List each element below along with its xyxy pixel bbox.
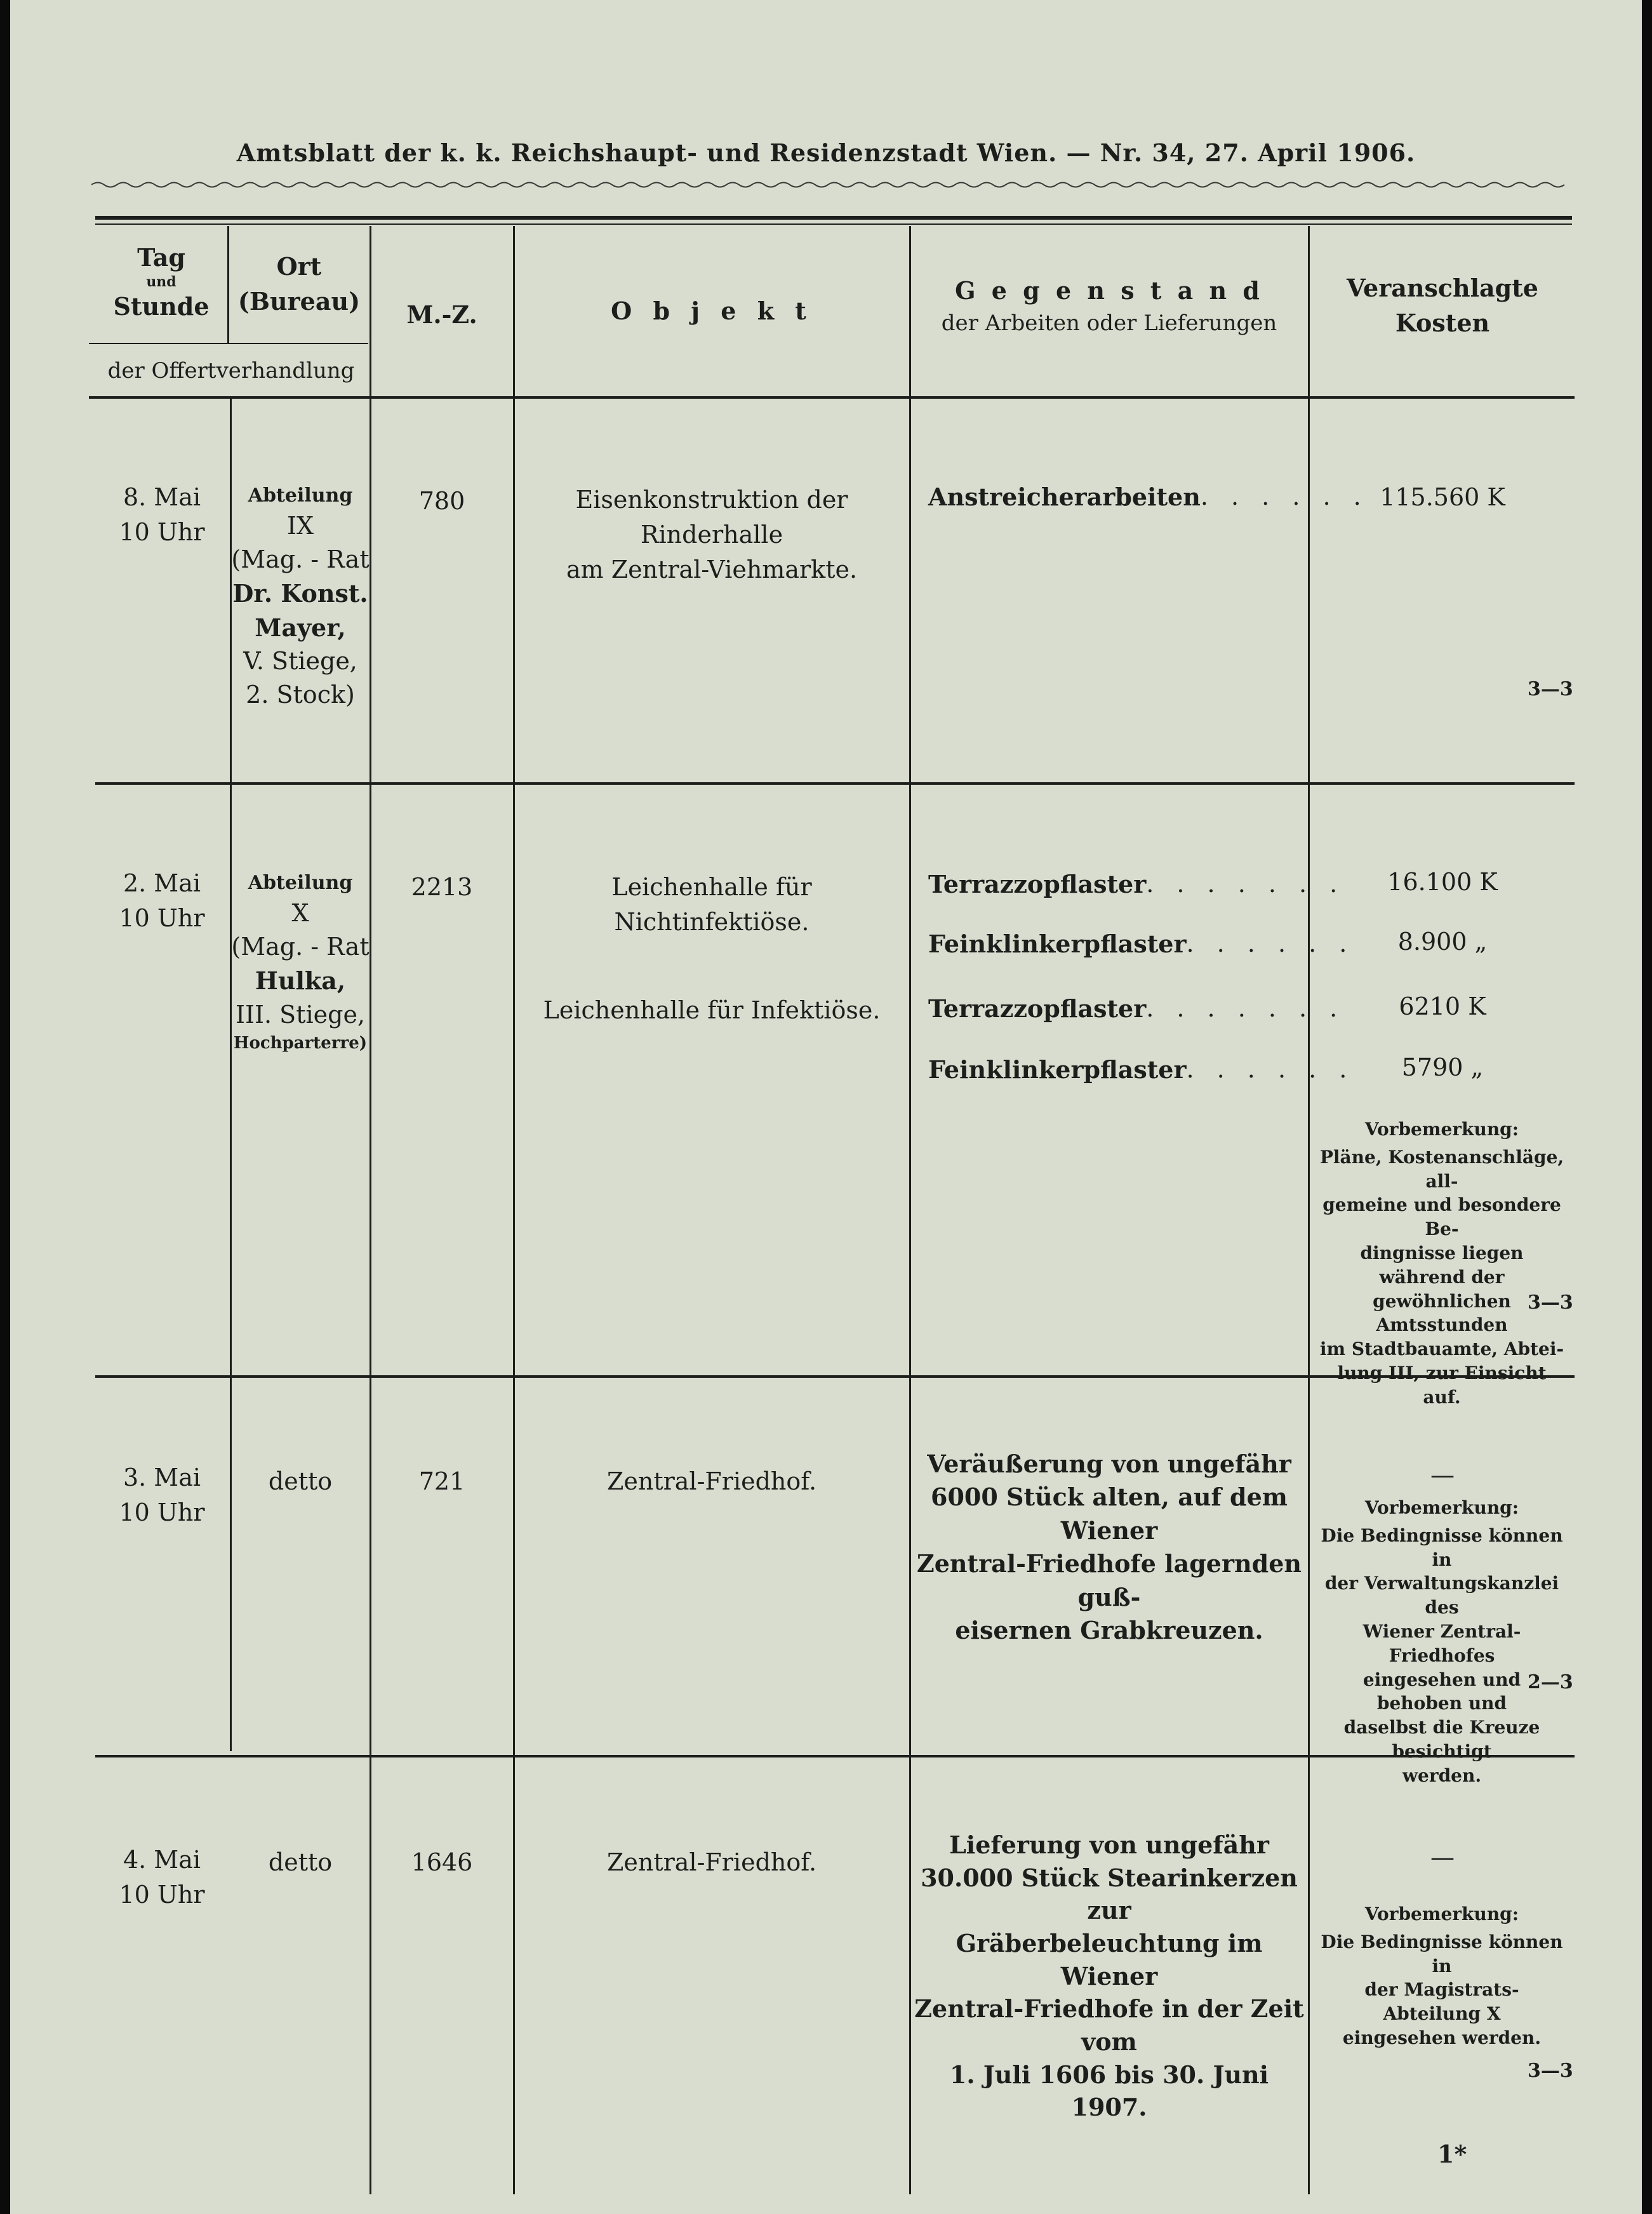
row3-ort: detto xyxy=(268,1467,333,1495)
row3-note-line5: daselbst die Kreuze besichtigt xyxy=(1343,1717,1540,1762)
row3-gegenstand-line3: Zentral-Friedhofe lagernden guß- xyxy=(916,1549,1302,1611)
row2-ort-line4: Hulka, xyxy=(255,966,346,996)
row2-item-1-dots: . . . . . . . xyxy=(1146,870,1345,898)
col-header-tag-line2: und xyxy=(146,274,177,291)
row4-gegenstand-line2: 30.000 Stück Stearinkerzen zur xyxy=(921,1863,1298,1925)
row2-date-day: 2. Mai xyxy=(123,869,201,897)
row4-date xyxy=(95,1843,229,1912)
row1-ort-line6: V. Stiege, xyxy=(243,646,357,675)
row2-objekt-1: Leichenhalle für Nichtinfektiöse. xyxy=(611,873,812,937)
row-divider-1 xyxy=(95,782,1575,785)
row2-ort-line2: X xyxy=(291,899,309,927)
row4-note-title: Vorbemerkung: xyxy=(1364,1904,1519,1924)
row2-item-4 xyxy=(928,1055,1355,1084)
row1-date xyxy=(95,480,229,550)
row3-gegenstand-line2: 6000 Stück alten, auf dem Wiener xyxy=(931,1483,1288,1545)
col-line-5 xyxy=(1308,226,1310,2194)
row4-gegenstand-line3: Gräberbeleuchtung im Wiener xyxy=(956,1929,1263,1991)
row2-note-line6: lung III, zur Einsicht auf. xyxy=(1337,1362,1547,1408)
row4-gegenstand-line5: 1. Juli 1606 bis 30. Juni 1907. xyxy=(949,2060,1269,2122)
col-header-gegenstand xyxy=(910,273,1308,339)
row4-date-time: 10 Uhr xyxy=(119,1881,205,1909)
row3-note-line1: Die Bedingnisse können in xyxy=(1321,1524,1563,1570)
header-inner-rule xyxy=(89,343,368,344)
col-header-sub-label: der Offertverhandlung xyxy=(107,358,355,383)
row3-note-line4: eingesehen und behoben und xyxy=(1362,1669,1521,1714)
row4-objekt: Zentral-Friedhof. xyxy=(606,1848,817,1876)
header-wavy-rule xyxy=(91,180,1571,189)
row2-item-3-dots: . . . . . . . xyxy=(1146,994,1345,1022)
row2-item-4-label: Feinklinkerpflaster xyxy=(928,1055,1187,1084)
header-bottom-rule xyxy=(89,396,1575,399)
row2-item-1-cost: 16.100 K xyxy=(1387,868,1498,896)
row3-gegenstand xyxy=(912,1448,1307,1648)
row1-item-1 xyxy=(928,483,1369,511)
row1-ort-line4: Dr. Konst. xyxy=(232,579,368,608)
col-header-gegenstand-line1: G e g e n s t a n d xyxy=(955,276,1263,305)
row2-item-2-dots: . . . . . . xyxy=(1186,930,1355,957)
row3-mz: 721 xyxy=(418,1467,465,1495)
row2-item-4-cost: 5790 „ xyxy=(1401,1053,1484,1081)
row2-item-1-label: Terrazzopflaster xyxy=(928,870,1147,898)
col-header-ort xyxy=(229,249,370,319)
row3-fraction: 2—3 xyxy=(1528,1671,1573,1693)
col-line-4 xyxy=(909,226,911,2194)
col-header-kosten-line2: Kosten xyxy=(1395,309,1490,338)
row2-item-3 xyxy=(928,994,1345,1023)
document-page xyxy=(10,0,1642,2214)
row1-objekt-line1: Eisenkonstruktion der Rinderhalle xyxy=(575,486,848,549)
col-header-tag-line1: Tag xyxy=(137,243,185,272)
row1-objekt xyxy=(514,483,909,587)
row1-mz: 780 xyxy=(418,487,465,515)
row4-note-line2: der Magistrats-Abteilung X xyxy=(1364,1979,1519,2025)
row3-note-line6: werden. xyxy=(1402,1764,1482,1786)
row2-ort-line1: Abteilung xyxy=(248,872,353,894)
col-header-kosten-line1: Veranschlagte xyxy=(1347,274,1538,302)
row3-date-time: 10 Uhr xyxy=(119,1498,205,1527)
row1-date-day: 8. Mai xyxy=(123,483,201,511)
col-header-tag-line3: Stunde xyxy=(113,292,210,321)
row1-ort-line2: IX xyxy=(286,512,314,540)
col-header-ort-line1: Ort xyxy=(276,252,322,281)
row2-item-1 xyxy=(928,870,1345,898)
row3-objekt: Zentral-Friedhof. xyxy=(606,1467,817,1495)
page-signature-mark: 1* xyxy=(1437,2140,1467,2168)
row1-item-1-cost: 115.560 K xyxy=(1380,483,1505,511)
col-header-kosten xyxy=(1309,270,1576,340)
row3-gegenstand-line4: eisernen Grabkreuzen. xyxy=(955,1616,1263,1645)
table-top-rule-thin xyxy=(95,223,1572,225)
row2-item-3-label: Terrazzopflaster xyxy=(928,994,1147,1023)
row2-mz: 2213 xyxy=(411,873,473,901)
col-header-gegenstand-line2: der Arbeiten oder Lieferungen xyxy=(941,310,1277,337)
row3-note-line3: Wiener Zentral-Friedhofes xyxy=(1362,1620,1521,1666)
row2-note-line3: dingnisse liegen während der xyxy=(1360,1242,1524,1288)
row2-ort-line6: Hochparterre) xyxy=(233,1033,368,1053)
row1-ort-line3: (Mag. - Rat xyxy=(231,545,370,574)
row1-objekt-line2: am Zentral-Viehmarkte. xyxy=(566,556,858,584)
row2-fraction: 3—3 xyxy=(1528,1291,1573,1314)
page-header-title: Amtsblatt der k. k. Reichshaupt- und Residenzstadt Wien. — Nr. 34, 27. April 1906. xyxy=(236,138,1416,167)
row1-ort-line1: Abteilung xyxy=(248,484,353,507)
row1-date-time: 10 Uhr xyxy=(119,518,205,547)
col-header-ort-line2: (Bureau) xyxy=(237,287,361,316)
row2-item-3-cost: 6210 K xyxy=(1399,992,1486,1020)
row3-note-line2: der Verwaltungskanzlei des xyxy=(1324,1573,1559,1618)
row4-note-line3: eingesehen werden. xyxy=(1342,2027,1542,2048)
row2-date xyxy=(95,866,229,936)
row1-ort-line5: Mayer, xyxy=(255,613,346,642)
row2-note-line5: im Stadtbauamte, Abtei- xyxy=(1319,1338,1564,1360)
row2-note-line2: gemeine und besondere Be- xyxy=(1322,1194,1561,1240)
row2-objekt-2: Leichenhalle für Infektiöse. xyxy=(543,996,881,1024)
row2-note-line4: gewöhnlichen Amtsstunden xyxy=(1373,1290,1511,1336)
row4-cost: — xyxy=(1430,1843,1455,1871)
col-header-tag xyxy=(95,240,227,324)
row1-ort xyxy=(230,483,371,712)
row3-cost: — xyxy=(1430,1461,1455,1489)
row4-mz: 1646 xyxy=(411,1848,473,1876)
row3-note-title: Vorbemerkung: xyxy=(1364,1497,1519,1518)
row2-item-2 xyxy=(928,930,1355,958)
row3-date-day: 3. Mai xyxy=(123,1464,201,1491)
row4-gegenstand-line4: Zentral-Friedhofe in der Zeit vom xyxy=(914,1994,1304,2057)
row2-ort xyxy=(230,870,371,1055)
row2-note-line1: Pläne, Kostenanschläge, all- xyxy=(1319,1146,1564,1192)
row3-date xyxy=(95,1460,229,1530)
row1-item-1-dots: . . . . . . xyxy=(1200,483,1369,510)
row4-gegenstand xyxy=(912,1829,1307,2124)
col-header-objekt: O b j e k t xyxy=(611,297,813,325)
row2-ort-line3: (Mag. - Rat xyxy=(231,933,370,961)
row4-note-line1: Die Bedingnisse können in xyxy=(1321,1931,1563,1977)
row4-note xyxy=(1318,1902,1566,2050)
row4-fraction: 3—3 xyxy=(1528,2060,1573,2082)
row2-note-title: Vorbemerkung: xyxy=(1364,1119,1519,1140)
row4-date-day: 4. Mai xyxy=(123,1846,201,1874)
row2-item-2-label: Feinklinkerpflaster xyxy=(928,930,1187,958)
table-top-rule xyxy=(95,216,1572,220)
col-header-mz: M.-Z. xyxy=(406,300,477,329)
row2-date-time: 10 Uhr xyxy=(119,904,205,933)
row4-gegenstand-line1: Lieferung von ungefähr xyxy=(949,1831,1269,1859)
row3-gegenstand-line1: Veräußerung von ungefähr xyxy=(927,1450,1291,1478)
row1-item-1-label: Anstreicherarbeiten xyxy=(928,483,1201,511)
row2-item-4-dots: . . . . . . xyxy=(1186,1055,1355,1083)
row1-fraction: 3—3 xyxy=(1528,678,1573,700)
row2-ort-line5: III. Stiege, xyxy=(235,1000,366,1029)
row1-ort-line7: 2. Stock) xyxy=(246,680,355,709)
row4-ort: detto xyxy=(268,1848,333,1876)
row3-note xyxy=(1318,1496,1566,1788)
row2-item-2-cost: 8.900 „ xyxy=(1397,928,1488,956)
row2-note xyxy=(1318,1117,1566,1410)
